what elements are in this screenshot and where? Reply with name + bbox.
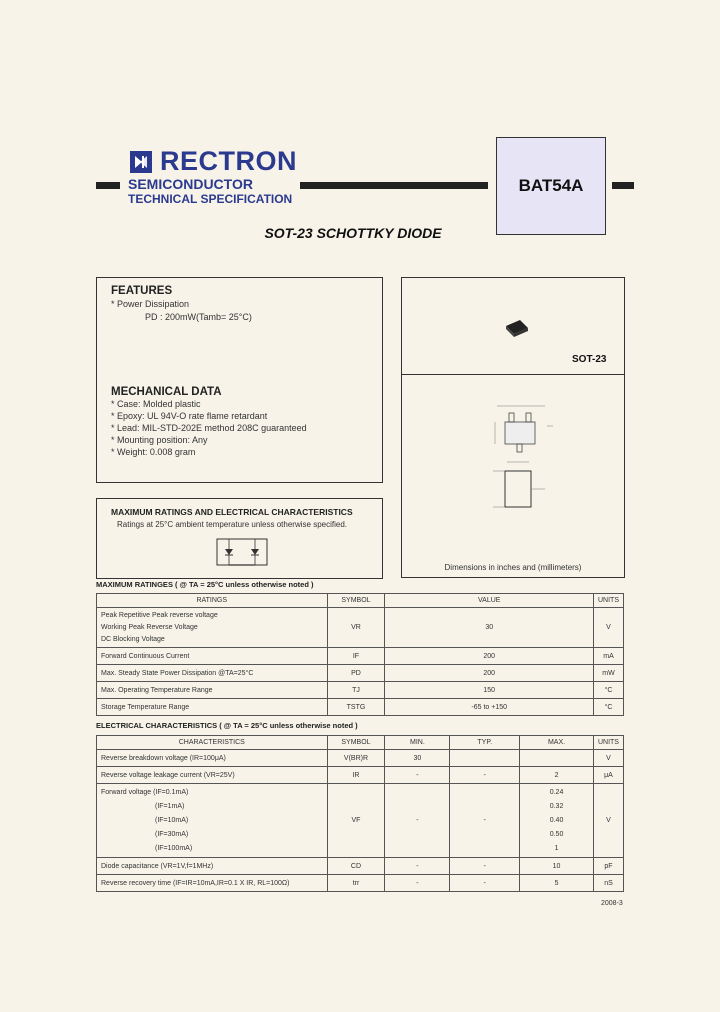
mechanical-item: * Lead: MIL-STD-202E method 208C guaranteed (111, 423, 307, 433)
table-row (97, 699, 624, 716)
characteristic-text: (IF=10mA) (155, 816, 189, 824)
electrical-caption: ELECTRICAL CHARACTERISTICS ( @ TA = 25°C unless otherwise noted ) (96, 721, 358, 730)
column-header: UNITS (593, 594, 623, 608)
symbol-cell: IF (327, 648, 385, 665)
characteristic-cell: Diode capacitance (VR=1V,f=1MHz) (97, 858, 328, 875)
units-cell: μA (593, 767, 623, 784)
column-header: MAX. (520, 736, 594, 750)
symbol-cell: PD (327, 665, 385, 682)
header-rule-right (612, 182, 634, 189)
table-row (97, 665, 624, 682)
mechanical-item: * Epoxy: UL 94V-O rate flame retardant (111, 411, 268, 421)
value-cell: 30 (385, 608, 594, 648)
rating-cell: Max. Operating Temperature Range (97, 682, 328, 699)
max-cell: 10 (520, 858, 594, 875)
revision-code: 2008-3 (601, 900, 623, 907)
ratings-box (96, 498, 383, 579)
characteristic-cell: Reverse voltage leakage current (VR=25V) (97, 767, 328, 784)
sot23-package-icon (502, 318, 532, 340)
column-header: UNITS (593, 736, 623, 750)
symbol-cell: VF (327, 784, 385, 858)
table-header-row (97, 736, 624, 750)
brand-subtitle: SEMICONDUCTOR (128, 176, 253, 192)
table-row (97, 784, 624, 858)
package-box (401, 277, 625, 578)
min-cell: - (385, 767, 450, 784)
characteristic-cell: Reverse breakdown voltage (IR=100μA) (97, 750, 328, 767)
mechanical-item: * Case: Molded plastic (111, 399, 201, 409)
max-cell (520, 750, 594, 767)
mechanical-item: * Mounting position: Any (111, 435, 208, 445)
units-cell: V (593, 750, 623, 767)
min-cell: - (385, 858, 450, 875)
column-header: SYMBOL (327, 736, 385, 750)
rating-text: Peak Repetitive Peak reverse voltage (101, 611, 218, 619)
units-cell: °C (593, 699, 623, 716)
symbol-cell: TJ (327, 682, 385, 699)
characteristic-cell (97, 784, 328, 858)
ratings-box-title: MAXIMUM RATINGS AND ELECTRICAL CHARACTERISTICS (111, 507, 353, 517)
min-cell: 30 (385, 750, 450, 767)
symbol-cell: V(BR)R (327, 750, 385, 767)
column-header: TYP. (450, 736, 520, 750)
ratings-box-note: Ratings at 25°C ambient temperature unless otherwise specified. (117, 520, 347, 529)
rating-text: DC Blocking Voltage (101, 635, 165, 643)
characteristic-text: Forward voltage (IF=0.1mA) (101, 788, 189, 796)
header-rule-middle (300, 182, 488, 189)
dimension-drawing (457, 396, 587, 531)
max-ratings-caption: MAXIMUM RATINGES ( @ TA = 25°C unless otherwise noted ) (96, 580, 314, 589)
feature-item: PD : 200mW(Tamb= 25°C) (145, 312, 252, 322)
mechanical-item: * Weight: 0.008 gram (111, 447, 196, 457)
typ-cell (450, 750, 520, 767)
units-cell: mA (593, 648, 623, 665)
rating-cell: Storage Temperature Range (97, 699, 328, 716)
brand-tagline: TECHNICAL SPECIFICATION (128, 192, 293, 206)
features-title: FEATURES (111, 285, 173, 297)
table-row (97, 682, 624, 699)
units-cell: °C (593, 682, 623, 699)
column-header: CHARACTERISTICS (97, 736, 328, 750)
rating-text: Working Peak Reverse Voltage (101, 623, 198, 631)
table-row (97, 858, 624, 875)
column-header: SYMBOL (327, 594, 385, 608)
part-number-box (496, 137, 606, 235)
feature-item: * Power Dissipation (111, 299, 190, 309)
units-cell: V (593, 784, 623, 858)
max-ratings-table (96, 593, 624, 716)
typ-cell: - (450, 875, 520, 892)
dimensions-note: Dimensions in inches and (millimeters) (444, 563, 582, 572)
column-header: VALUE (385, 594, 594, 608)
table-row (97, 767, 624, 784)
min-cell: - (385, 875, 450, 892)
max-cell: 5 (520, 875, 594, 892)
units-cell: V (593, 608, 623, 648)
max-value: 1 (554, 844, 559, 852)
value-cell: 200 (385, 648, 594, 665)
symbol-cell: IR (327, 767, 385, 784)
min-cell: - (385, 784, 450, 858)
diode-circuit-icon (215, 537, 269, 567)
document-title: SOT-23 SCHOTTKY DIODE (264, 225, 442, 241)
characteristic-text: (IF=30mA) (155, 830, 189, 838)
value-cell: -65 to +150 (385, 699, 594, 716)
units-cell: mW (593, 665, 623, 682)
max-value: 0.32 (549, 802, 564, 810)
typ-cell: - (450, 784, 520, 858)
max-value: 0.24 (549, 788, 564, 796)
max-value: 0.50 (549, 830, 564, 838)
brand-name: RECTRON (160, 146, 297, 176)
max-cell (520, 784, 594, 858)
package-label: SOT-23 (572, 354, 607, 365)
max-cell: 2 (520, 767, 594, 784)
part-number: BAT54A (518, 176, 584, 195)
rating-cell (97, 608, 328, 648)
max-value: 0.40 (549, 816, 564, 824)
package-divider (402, 374, 624, 375)
units-cell: nS (593, 875, 623, 892)
table-row (97, 750, 624, 767)
symbol-cell: VR (327, 608, 385, 648)
rectron-logo-icon (130, 151, 152, 173)
symbol-cell: TSTG (327, 699, 385, 716)
electrical-table (96, 735, 624, 892)
column-header: MIN. (385, 736, 450, 750)
units-cell: pF (593, 858, 623, 875)
typ-cell: - (450, 858, 520, 875)
rating-cell: Forward Continuous Current (97, 648, 328, 665)
characteristic-text: (IF=1mA) (155, 802, 185, 810)
table-header-row (97, 594, 624, 608)
characteristic-text: (IF=100mA) (155, 844, 193, 852)
table-row (97, 875, 624, 892)
symbol-cell: trr (327, 875, 385, 892)
mechanical-title: MECHANICAL DATA (111, 386, 222, 398)
table-row (97, 608, 624, 648)
characteristic-cell: Reverse recovery time (IF=IR=10mA,IR=0.1 X IR, RL=100Ω) (97, 875, 328, 892)
symbol-cell: CD (327, 858, 385, 875)
features-box (96, 277, 383, 483)
header-rule-left (96, 182, 120, 189)
typ-cell: - (450, 767, 520, 784)
value-cell: 200 (385, 665, 594, 682)
column-header: RATINGS (97, 594, 328, 608)
rating-cell: Max. Steady State Power Dissipation @TA=25°C (97, 665, 328, 682)
value-cell: 150 (385, 682, 594, 699)
table-row (97, 648, 624, 665)
